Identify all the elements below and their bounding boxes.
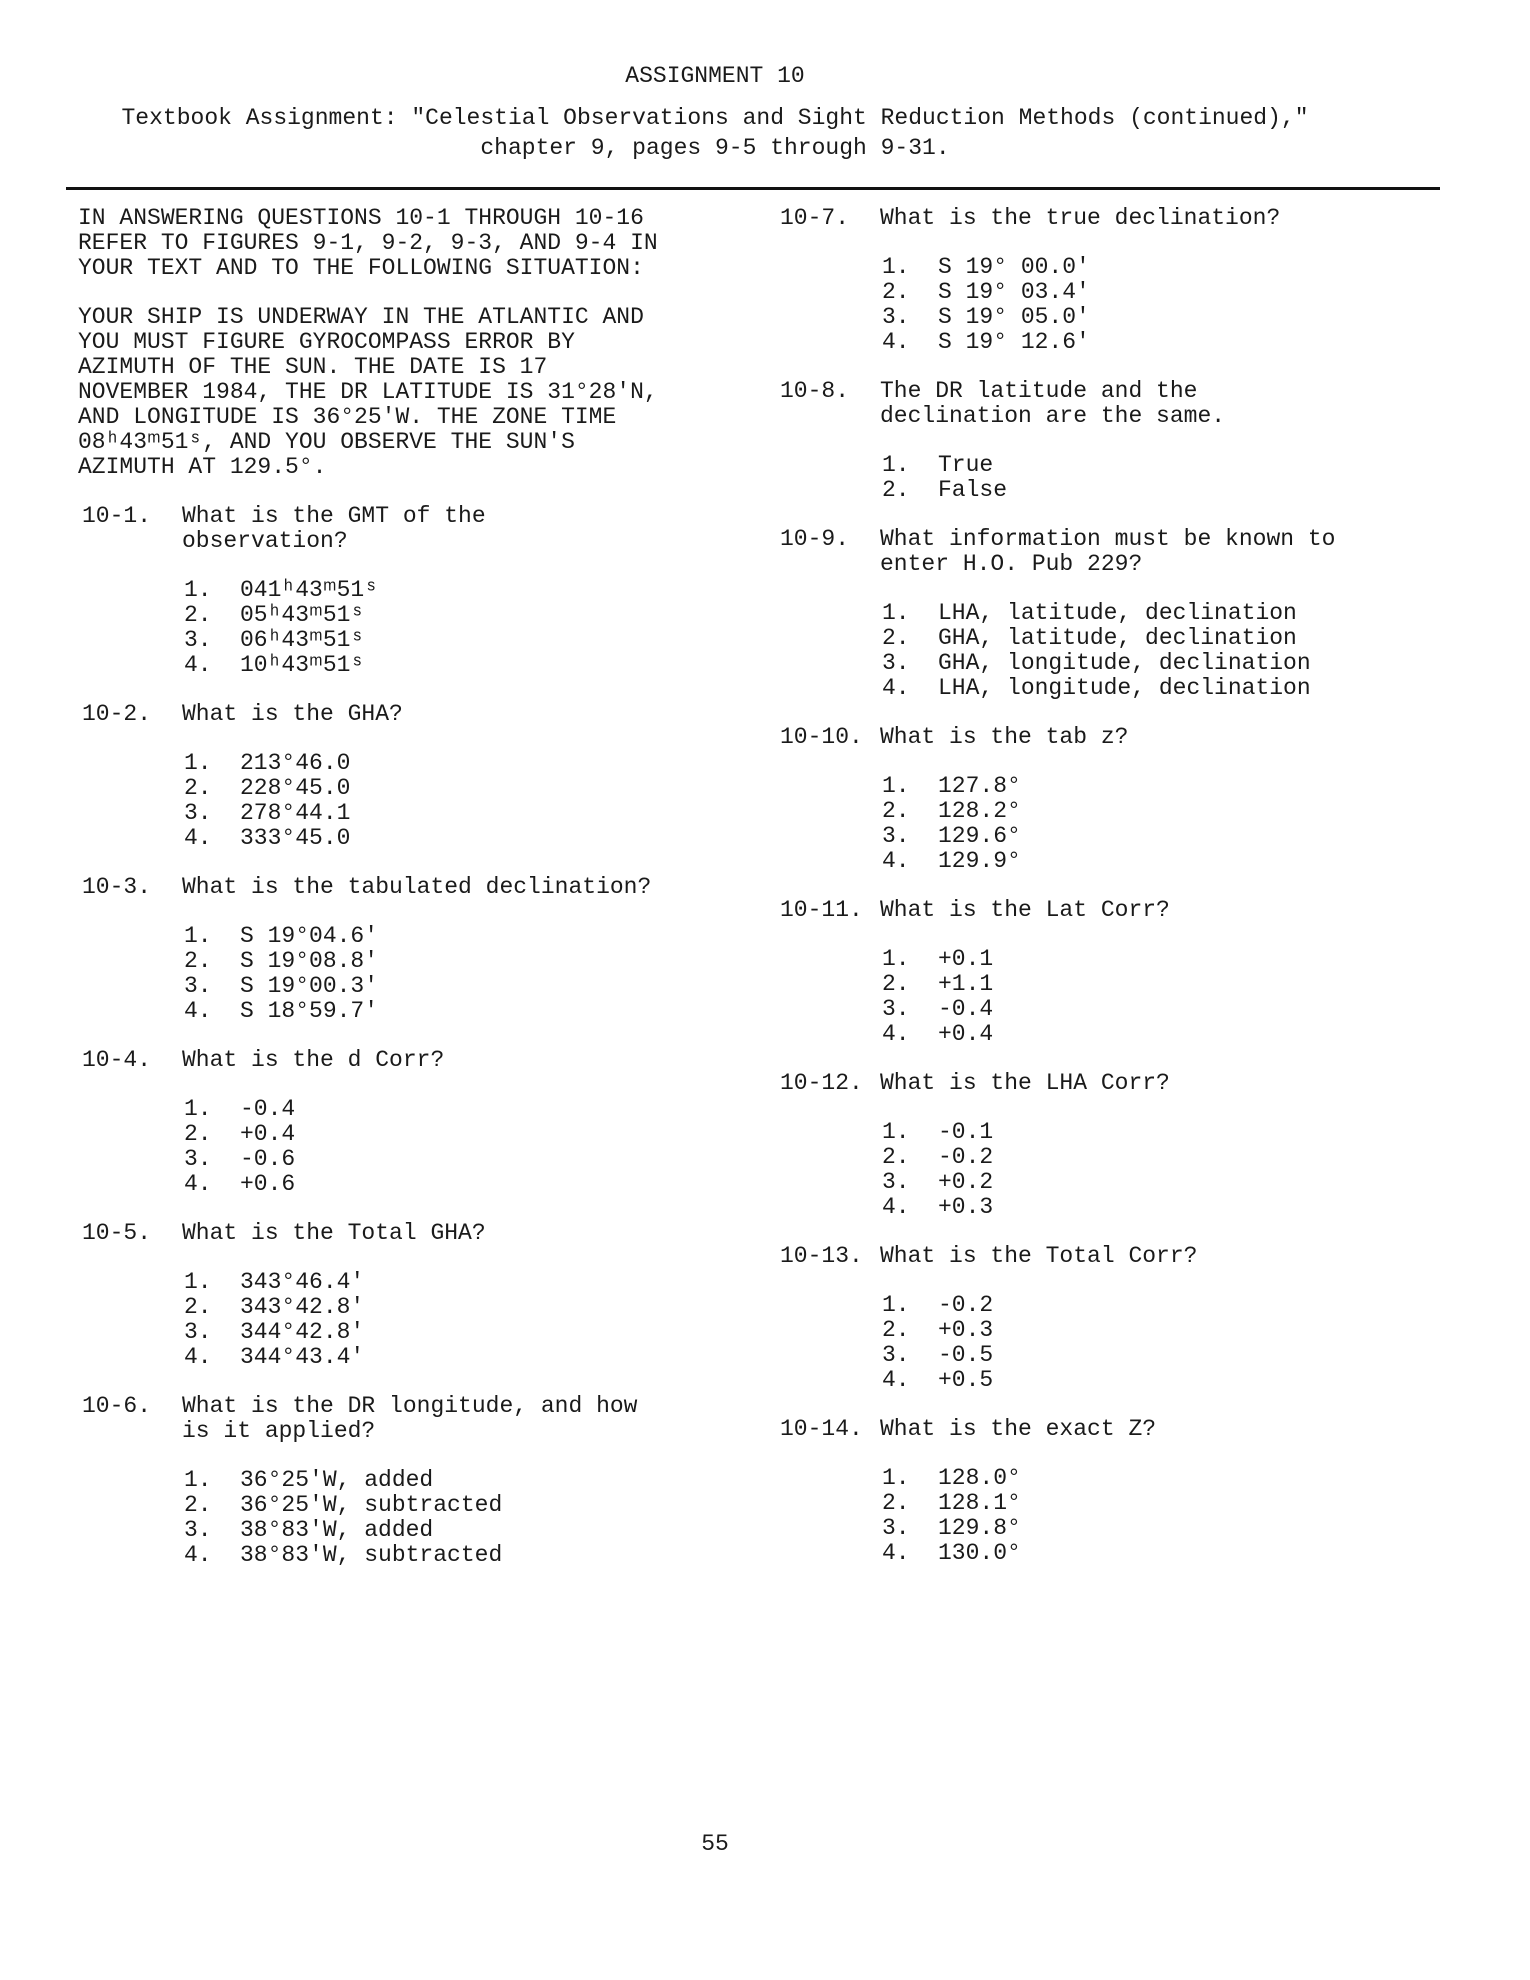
question-10-11 <box>770 898 1430 1047</box>
option-number: 3. <box>184 973 212 999</box>
option-text: 129.6° <box>938 823 1021 849</box>
question-number: 10-10. <box>780 724 863 750</box>
option-text: 38°83'W, subtracted <box>240 1542 503 1568</box>
answer-options <box>184 578 762 678</box>
question-10-9 <box>770 527 1430 701</box>
option-text: S 19° 12.6' <box>938 329 1090 355</box>
answer-options <box>184 1097 762 1197</box>
question-10-3 <box>72 875 762 1024</box>
answer-option <box>184 974 762 999</box>
option-number: 3. <box>882 1515 910 1541</box>
question-stem <box>770 1244 1430 1269</box>
answer-option <box>882 676 1430 701</box>
option-number: 4. <box>882 1540 910 1566</box>
question-number: 10-14. <box>780 1416 863 1442</box>
answer-options <box>882 601 1430 701</box>
answer-options <box>882 453 1430 503</box>
answer-option <box>882 972 1430 997</box>
option-text: +0.4 <box>240 1121 296 1147</box>
answer-option <box>882 774 1430 799</box>
option-text: 128.1° <box>938 1490 1021 1516</box>
instruction-text: IN ANSWERING QUESTIONS 10-1 THROUGH 10-16 REFER TO FIGURES 9-1, 9-2, 9-3, AND 9-4 IN YOUR TEXT AND TO THE FOLLOWING SITUATION: <box>78 205 658 281</box>
option-number: 4. <box>882 1367 910 1393</box>
option-number: 1. <box>882 946 910 972</box>
question-stem <box>770 1071 1430 1096</box>
option-number: 2. <box>882 971 910 997</box>
question-number: 10-9. <box>780 526 850 552</box>
option-text: False <box>938 477 1008 503</box>
option-text: +0.2 <box>938 1169 994 1195</box>
option-text: 278°44.1 <box>240 800 351 826</box>
option-text: -0.4 <box>938 996 994 1022</box>
answer-option <box>882 824 1430 849</box>
option-text: S 18°59.7' <box>240 998 379 1024</box>
question-number: 10-1. <box>82 503 152 529</box>
option-number: 3. <box>882 1342 910 1368</box>
question-stem <box>72 702 762 727</box>
answer-option <box>882 478 1430 503</box>
question-text: What is the exact Z? <box>880 1416 1157 1442</box>
question-10-12 <box>770 1071 1430 1220</box>
option-text: S 19° 05.0' <box>938 304 1090 330</box>
option-number: 4. <box>184 652 212 678</box>
question-10-14 <box>770 1417 1430 1566</box>
question-text: What is the DR longitude, and how is it applied? <box>182 1393 638 1444</box>
answer-option <box>184 1122 762 1147</box>
option-number: 4. <box>184 1171 212 1197</box>
question-10-4 <box>72 1048 762 1197</box>
textbook-line-1: Textbook Assignment: "Celestial Observations and Sight Reduction Methods (continued)," <box>121 105 1309 131</box>
answer-option <box>184 1172 762 1197</box>
answer-option <box>882 305 1430 330</box>
option-text: GHA, longitude, declination <box>938 650 1311 676</box>
answer-option <box>882 601 1430 626</box>
question-10-13 <box>770 1244 1430 1393</box>
question-10-1 <box>72 504 762 678</box>
option-number: 3. <box>882 1169 910 1195</box>
option-text: -0.6 <box>240 1146 296 1172</box>
option-text: 128.2° <box>938 798 1021 824</box>
question-10-7 <box>770 206 1430 355</box>
question-stem <box>770 527 1430 577</box>
option-number: 3. <box>882 304 910 330</box>
option-number: 1. <box>184 923 212 949</box>
option-number: 4. <box>882 1021 910 1047</box>
option-number: 3. <box>184 1517 212 1543</box>
answer-option <box>882 1516 1430 1541</box>
option-text: 127.8° <box>938 773 1021 799</box>
option-text: 130.0° <box>938 1540 1021 1566</box>
option-number: 1. <box>882 1465 910 1491</box>
option-number: 1. <box>184 1269 212 1295</box>
option-number: 3. <box>184 1146 212 1172</box>
answer-option <box>184 653 762 678</box>
option-number: 2. <box>184 602 212 628</box>
option-number: 4. <box>184 998 212 1024</box>
option-text: S 19°00.3' <box>240 973 379 999</box>
option-number: 2. <box>882 1317 910 1343</box>
answer-option <box>184 1097 762 1122</box>
option-number: 4. <box>882 848 910 874</box>
question-number: 10-8. <box>780 378 850 404</box>
option-text: +0.4 <box>938 1021 994 1047</box>
answer-option <box>184 751 762 776</box>
answer-option <box>882 255 1430 280</box>
option-text: LHA, longitude, declination <box>938 675 1311 701</box>
answer-option <box>882 453 1430 478</box>
option-number: 4. <box>184 1344 212 1370</box>
option-number: 2. <box>184 775 212 801</box>
answer-option <box>882 1145 1430 1170</box>
answer-options <box>882 774 1430 874</box>
question-stem <box>770 725 1430 750</box>
question-text: What is the d Corr? <box>182 1047 445 1073</box>
option-number: 2. <box>882 477 910 503</box>
textbook-assignment <box>0 103 1430 163</box>
option-text: +0.1 <box>938 946 994 972</box>
question-10-5 <box>72 1221 762 1370</box>
option-number: 2. <box>184 1492 212 1518</box>
option-number: 2. <box>882 1490 910 1516</box>
option-number: 3. <box>184 627 212 653</box>
question-number: 10-11. <box>780 897 863 923</box>
question-number: 10-3. <box>82 874 152 900</box>
answer-option <box>882 1170 1430 1195</box>
left-question-list <box>72 504 762 1568</box>
option-text: LHA, latitude, declination <box>938 600 1297 626</box>
answer-option <box>882 330 1430 355</box>
option-number: 4. <box>882 329 910 355</box>
answer-options <box>184 751 762 851</box>
question-number: 10-7. <box>780 205 850 231</box>
option-text: 129.8° <box>938 1515 1021 1541</box>
option-text: 129.9° <box>938 848 1021 874</box>
option-text: +0.5 <box>938 1367 994 1393</box>
answer-option <box>882 1491 1430 1516</box>
question-text: What is the tab z? <box>880 724 1129 750</box>
option-number: 3. <box>882 823 910 849</box>
answer-option <box>184 1468 762 1493</box>
option-number: 2. <box>882 625 910 651</box>
option-number: 4. <box>882 1194 910 1220</box>
answer-option <box>184 1543 762 1568</box>
option-number: 3. <box>882 650 910 676</box>
question-text: What is the LHA Corr? <box>880 1070 1170 1096</box>
option-number: 2. <box>882 1144 910 1170</box>
answer-option <box>184 603 762 628</box>
question-10-2 <box>72 702 762 851</box>
question-10-8 <box>770 379 1430 503</box>
option-text: S 19°08.8' <box>240 948 379 974</box>
answer-option <box>882 280 1430 305</box>
option-text: 36°25'W, subtracted <box>240 1492 503 1518</box>
answer-option <box>882 1120 1430 1145</box>
question-number: 10-12. <box>780 1070 863 1096</box>
answer-option <box>184 1518 762 1543</box>
answer-option <box>184 628 762 653</box>
option-text: 05ʰ43ᵐ51ˢ <box>240 602 365 628</box>
option-text: 344°43.4' <box>240 1344 365 1370</box>
option-number: 1. <box>184 1096 212 1122</box>
answer-option <box>184 1295 762 1320</box>
option-number: 1. <box>184 750 212 776</box>
answer-option <box>184 949 762 974</box>
option-text: S 19° 03.4' <box>938 279 1090 305</box>
answer-option <box>184 1147 762 1172</box>
answer-options <box>882 1466 1430 1566</box>
answer-option <box>882 849 1430 874</box>
option-text: 344°42.8' <box>240 1319 365 1345</box>
question-stem <box>770 379 1430 429</box>
answer-options <box>184 924 762 1024</box>
answer-option <box>882 1293 1430 1318</box>
option-number: 4. <box>882 675 910 701</box>
option-text: 213°46.0 <box>240 750 351 776</box>
option-number: 4. <box>184 825 212 851</box>
option-number: 1. <box>882 600 910 626</box>
option-text: True <box>938 452 994 478</box>
option-number: 1. <box>882 452 910 478</box>
option-number: 2. <box>882 798 910 824</box>
question-text: The DR latitude and the declination are the same. <box>880 378 1226 429</box>
right-column <box>770 206 1430 1590</box>
question-text: What information must be known to enter H.O. Pub 229? <box>880 526 1336 577</box>
option-text: 128.0° <box>938 1465 1021 1491</box>
page-number: 55 <box>701 1831 729 1857</box>
option-number: 3. <box>882 996 910 1022</box>
question-number: 10-6. <box>82 1393 152 1419</box>
question-text: What is the Total Corr? <box>880 1243 1198 1269</box>
option-number: 1. <box>882 1292 910 1318</box>
option-text: GHA, latitude, declination <box>938 625 1297 651</box>
right-question-list <box>770 206 1430 1566</box>
answer-option <box>882 1541 1430 1566</box>
option-text: -0.2 <box>938 1144 994 1170</box>
option-number: 1. <box>882 254 910 280</box>
answer-options <box>882 1293 1430 1393</box>
option-text: +0.6 <box>240 1171 296 1197</box>
question-stem <box>770 206 1430 231</box>
answer-option <box>184 578 762 603</box>
option-text: 228°45.0 <box>240 775 351 801</box>
question-number: 10-4. <box>82 1047 152 1073</box>
option-text: 343°42.8' <box>240 1294 365 1320</box>
answer-option <box>184 1345 762 1370</box>
answer-option <box>882 1343 1430 1368</box>
answer-option <box>184 826 762 851</box>
question-stem <box>770 898 1430 923</box>
question-number: 10-2. <box>82 701 152 727</box>
option-number: 1. <box>882 773 910 799</box>
option-text: 041ʰ43ᵐ51ˢ <box>240 577 379 603</box>
option-text: 343°46.4' <box>240 1269 365 1295</box>
option-text: 38°83'W, added <box>240 1517 434 1543</box>
answer-option <box>882 1466 1430 1491</box>
answer-option <box>882 626 1430 651</box>
left-column <box>72 206 762 1592</box>
option-number: 3. <box>184 800 212 826</box>
question-10-6 <box>72 1394 762 1568</box>
answer-options <box>882 1120 1430 1220</box>
option-number: 4. <box>184 1542 212 1568</box>
assignment-title: ASSIGNMENT 10 <box>625 63 805 89</box>
option-number: 3. <box>184 1319 212 1345</box>
option-number: 2. <box>184 1121 212 1147</box>
option-text: -0.5 <box>938 1342 994 1368</box>
answer-option <box>184 1270 762 1295</box>
question-10-10 <box>770 725 1430 874</box>
question-stem <box>72 504 762 554</box>
answer-option <box>184 776 762 801</box>
answer-options <box>184 1468 762 1568</box>
question-number: 10-13. <box>780 1243 863 1269</box>
option-number: 1. <box>882 1119 910 1145</box>
option-text: -0.4 <box>240 1096 296 1122</box>
option-text: 06ʰ43ᵐ51ˢ <box>240 627 365 653</box>
question-text: What is the tabulated declination? <box>182 874 652 900</box>
question-stem <box>72 875 762 900</box>
option-text: S 19° 00.0' <box>938 254 1090 280</box>
option-text: 10ʰ43ᵐ51ˢ <box>240 652 365 678</box>
option-number: 2. <box>882 279 910 305</box>
answer-option <box>184 1493 762 1518</box>
option-text: -0.2 <box>938 1292 994 1318</box>
question-text: What is the Lat Corr? <box>880 897 1170 923</box>
answer-options <box>882 255 1430 355</box>
answer-option <box>882 1368 1430 1393</box>
question-text: What is the true declination? <box>880 205 1281 231</box>
answer-option <box>184 1320 762 1345</box>
option-text: +0.3 <box>938 1317 994 1343</box>
answer-option <box>882 1195 1430 1220</box>
option-text: 333°45.0 <box>240 825 351 851</box>
answer-options <box>882 947 1430 1047</box>
option-number: 2. <box>184 948 212 974</box>
option-text: +0.3 <box>938 1194 994 1220</box>
question-stem <box>72 1221 762 1246</box>
question-stem <box>72 1394 762 1444</box>
answer-option <box>882 799 1430 824</box>
answer-option <box>184 801 762 826</box>
answer-option <box>184 924 762 949</box>
option-text: +1.1 <box>938 971 994 997</box>
question-stem <box>770 1417 1430 1442</box>
option-number: 2. <box>184 1294 212 1320</box>
question-stem <box>72 1048 762 1073</box>
answer-option <box>882 1318 1430 1343</box>
question-number: 10-5. <box>82 1220 152 1246</box>
option-text: 36°25'W, added <box>240 1467 434 1493</box>
option-text: -0.1 <box>938 1119 994 1145</box>
answer-option <box>882 947 1430 972</box>
answer-options <box>184 1270 762 1370</box>
header-divider <box>66 187 1440 190</box>
answer-option <box>882 651 1430 676</box>
question-text: What is the GHA? <box>182 701 403 727</box>
option-number: 1. <box>184 577 212 603</box>
question-text: What is the Total GHA? <box>182 1220 486 1246</box>
option-number: 1. <box>184 1467 212 1493</box>
answer-option <box>184 999 762 1024</box>
situation-text: YOUR SHIP IS UNDERWAY IN THE ATLANTIC AND YOU MUST FIGURE GYROCOMPASS ERROR BY AZIMUTH OF THE SUN. THE DATE IS 17 NOVEMBER 1984, THE DR LATITUDE IS 31°28'N, AND LONGITUDE IS 36°25'W. THE ZONE TIME 08ʰ43ᵐ51ˢ, AND YOU OBSERVE THE SUN'S AZIMUTH AT 129.5°. <box>78 304 658 480</box>
answer-option <box>882 997 1430 1022</box>
answer-option <box>882 1022 1430 1047</box>
textbook-line-2: chapter 9, pages 9-5 through 9-31. <box>480 135 950 161</box>
option-text: S 19°04.6' <box>240 923 379 949</box>
question-text: What is the GMT of the observation? <box>182 503 486 554</box>
